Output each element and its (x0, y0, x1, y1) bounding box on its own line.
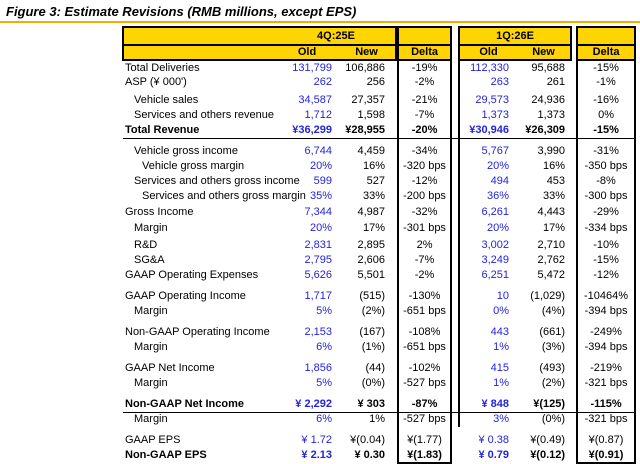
cell-1q-delta: -10464% (577, 289, 635, 304)
cell-1q-old: 443 (459, 325, 517, 340)
cell-4q-new: (0%) (361, 377, 386, 389)
cell-4q-delta: -21% (398, 93, 451, 108)
cell-1q-delta: -115% (577, 397, 635, 412)
cell-gap (451, 433, 459, 448)
cell-label: GAAP Operating Expenses (125, 269, 259, 281)
cell-4q-old: 35% (309, 190, 332, 202)
cell-gap (451, 340, 459, 355)
cell-1q-new: 17% (543, 222, 566, 234)
cell-4q-delta: -7% (398, 253, 451, 268)
table-row (123, 238, 635, 253)
table-row (123, 75, 635, 90)
cell-1q-old: 10 (459, 289, 517, 304)
cell-gap (451, 448, 459, 463)
cell-4q-old: ¥ 2,292 (276, 397, 338, 412)
cell-4q-old: ¥ 1.72 (301, 434, 332, 446)
table-row (123, 174, 635, 189)
cell-4q-delta: -301 bps (398, 221, 451, 236)
cell-label: ASP (¥ 000') (125, 76, 187, 88)
cell-4q-new: (44) (365, 362, 386, 374)
cell-4q-new: 17% (363, 222, 386, 234)
table-row (123, 361, 635, 376)
cell-4q-new: ¥28,955 (338, 123, 396, 138)
cell-1q-new: (3%) (541, 341, 566, 353)
cell-label: Margin (134, 413, 168, 426)
cell-4q-delta: -2% (398, 75, 451, 90)
cell-4q-delta: -320 bps (398, 159, 451, 174)
cell-1q-new: ¥(0.49) (530, 434, 566, 446)
cell-1q-delta: -15% (577, 253, 635, 268)
cell-4q-delta: -651 bps (398, 304, 451, 319)
table-row (123, 412, 635, 427)
cell-4q-old: ¥ 2.13 (301, 449, 332, 461)
cell-4q-old: 2,831 (304, 239, 332, 251)
cell-1q-delta: -31% (577, 144, 635, 159)
cell-1q-new: (493) (539, 362, 566, 374)
cell-4q-new: (2%) (361, 305, 386, 317)
cell-1q-new: (2%) (541, 377, 566, 389)
cell-4q-new: ¥ 0.30 (354, 449, 386, 461)
header-delta-box-top-4q (398, 27, 451, 45)
cell-4q-old: 5% (316, 377, 332, 389)
cell-4q-old: 1,717 (304, 290, 332, 302)
cell-4q-old: 1,856 (304, 362, 332, 374)
table-row (123, 433, 635, 448)
cell-1q-old: 1,373 (459, 108, 517, 123)
cell-4q-delta: -200 bps (398, 189, 451, 204)
cell-4q-delta: -87% (398, 397, 451, 412)
cell-4q-delta: -32% (398, 205, 451, 220)
cell-1q-delta: -249% (577, 325, 635, 340)
cell-label: Services and others revenue (134, 109, 275, 121)
cell-4q-new: 1,598 (357, 109, 386, 121)
cell-label: Non-GAAP Operating Income (125, 326, 270, 338)
cell-1q-old: ¥ 0.79 (478, 449, 510, 461)
table-row (123, 448, 635, 463)
header-label-spacer (123, 45, 276, 60)
cell-label: Margin (134, 377, 168, 389)
cell-1q-delta: -350 bps (577, 159, 635, 174)
cell-gap (451, 123, 459, 138)
cell-4q-old: 5,626 (304, 269, 332, 281)
cell-1q-delta: -10% (577, 238, 635, 253)
cell-label: Vehicle gross income (134, 145, 238, 157)
cell-4q-new: 256 (366, 76, 386, 88)
cell-1q-new: 5,472 (537, 269, 566, 281)
cell-label: Margin (134, 222, 168, 234)
cell-1q-new: (0%) (541, 413, 566, 426)
cell-gap (451, 397, 459, 412)
cell-1q-old: ¥ 848 (459, 397, 517, 412)
cell-4q-old: 34,587 (298, 94, 332, 106)
cell-gap (451, 268, 459, 283)
cell-label: GAAP Net Income (125, 362, 215, 374)
header-col-delta-4q: Delta (398, 45, 451, 60)
table-row (123, 60, 635, 75)
cell-4q-delta: -527 bps (398, 412, 451, 427)
header-gap (451, 27, 459, 45)
cell-4q-delta: -12% (398, 174, 451, 189)
title-rule (0, 21, 640, 23)
cell-1q-old: 29,573 (459, 93, 517, 108)
cell-label: Services and others gross margin (142, 190, 306, 202)
cell-1q-old: 6,251 (459, 268, 517, 283)
cell-1q-old: 1% (459, 340, 517, 355)
cell-label: Total Deliveries (125, 61, 200, 74)
cell-4q-new: 106,886 (345, 61, 386, 74)
cell-gap (451, 304, 459, 319)
cell-label: Non-GAAP Net Income (123, 397, 276, 412)
cell-1q-old: 5,767 (459, 144, 517, 159)
cell-gap (451, 221, 459, 236)
cell-1q-delta: -29% (577, 205, 635, 220)
cell-1q-new: 261 (546, 76, 566, 88)
cell-1q-old: 36% (459, 189, 517, 204)
cell-1q-delta: -394 bps (577, 340, 635, 355)
cell-gap (451, 325, 459, 340)
cell-4q-old: 131,799 (292, 61, 332, 74)
cell-1q-old: 415 (459, 361, 517, 376)
cell-1q-new: (661) (539, 326, 566, 338)
cell-1q-new: 33% (543, 190, 566, 202)
cell-4q-new: ¥ 303 (338, 397, 396, 412)
cell-4q-new: ¥(0.04) (350, 434, 386, 446)
cell-1q-old: 6,261 (459, 205, 517, 220)
cell-1q-delta: -8% (577, 174, 635, 189)
cell-4q-old: 2,153 (304, 326, 332, 338)
cell-4q-old: 20% (309, 160, 332, 172)
cell-1q-new: 16% (543, 160, 566, 172)
cell-1q-delta: ¥(0.87) (577, 433, 635, 448)
cell-4q-delta: -19% (398, 60, 451, 75)
cell-1q-old: ¥ 0.38 (478, 434, 510, 446)
cell-4q-new: (167) (359, 326, 386, 338)
cell-4q-old: 5% (316, 305, 332, 317)
header-col-new-4q: New (338, 45, 396, 60)
cell-1q-new: 95,688 (531, 61, 566, 74)
cell-4q-new: 4,459 (357, 145, 386, 157)
cell-1q-old: 112,330 (459, 60, 517, 75)
cell-1q-new: ¥(125) (517, 397, 571, 412)
cell-4q-old: 6% (316, 341, 332, 353)
cell-label: Gross Income (125, 206, 194, 218)
cell-1q-delta: -334 bps (577, 221, 635, 236)
cell-1q-delta: -321 bps (577, 376, 635, 391)
cell-4q-delta: -20% (398, 123, 451, 138)
header-col-new-1q: New (517, 45, 571, 60)
cell-gap (451, 159, 459, 174)
table-row (123, 304, 635, 319)
cell-4q-delta: 2% (398, 238, 451, 253)
cell-4q-new: 33% (363, 190, 386, 202)
cell-4q-delta: -651 bps (398, 340, 451, 355)
cell-1q-delta: -394 bps (577, 304, 635, 319)
table-row (123, 93, 635, 108)
cell-4q-delta: -108% (398, 325, 451, 340)
cell-label: Vehicle sales (134, 94, 199, 106)
cell-4q-delta: -527 bps (398, 376, 451, 391)
cell-1q-delta: -16% (577, 93, 635, 108)
cell-label: Margin (134, 341, 168, 353)
cell-4q-new: 5,501 (357, 269, 386, 281)
cell-label: SG&A (134, 254, 165, 266)
cell-gap (451, 289, 459, 304)
cell-4q-old: 20% (309, 222, 332, 234)
cell-1q-delta: -219% (577, 361, 635, 376)
cell-4q-old: 7,344 (304, 206, 332, 218)
table-row (123, 108, 635, 123)
cell-4q-old: 2,795 (304, 254, 332, 266)
cell-gap (451, 238, 459, 253)
cell-gap (451, 93, 459, 108)
cell-4q-old: 6,744 (304, 145, 332, 157)
header-group-row (123, 27, 635, 45)
header-group-4q25e-label: 4Q:25E (317, 29, 355, 42)
cell-1q-delta: -321 bps (577, 412, 635, 427)
cell-4q-old: ¥36,299 (276, 123, 338, 138)
cell-1q-new: 3,990 (537, 145, 566, 157)
cell-1q-old: 494 (459, 174, 517, 189)
table-row (123, 268, 635, 283)
cell-1q-new: ¥(0.12) (530, 449, 566, 461)
cell-1q-old: 1% (459, 376, 517, 391)
table-row (123, 159, 635, 174)
cell-1q-old: 3,249 (459, 253, 517, 268)
table-row (123, 376, 635, 391)
cell-gap (451, 174, 459, 189)
cell-4q-new: 1% (369, 413, 386, 426)
table-row (123, 205, 635, 220)
cell-1q-new: 24,936 (531, 94, 566, 106)
cell-1q-old: 20% (459, 221, 517, 236)
cell-4q-delta: -2% (398, 268, 451, 283)
cell-1q-delta: ¥(0.91) (577, 448, 635, 463)
table-row (123, 144, 635, 159)
cell-1q-delta: 0% (577, 108, 635, 123)
cell-4q-new: (1%) (361, 341, 386, 353)
cell-gap (451, 253, 459, 268)
header-group-4q25e (123, 27, 396, 45)
header-col-old-1q: Old (459, 45, 517, 60)
estimates-table (122, 26, 636, 464)
table-row (123, 397, 635, 412)
cell-1q-old: 263 (459, 75, 517, 90)
cell-1q-new: (1,029) (530, 290, 566, 302)
cell-4q-old: 262 (313, 76, 332, 88)
cell-gap (451, 108, 459, 123)
cell-4q-new: 27,357 (351, 94, 386, 106)
header-gap (451, 45, 459, 60)
cell-1q-new: (4%) (541, 305, 566, 317)
cell-4q-delta: -102% (398, 361, 451, 376)
cell-1q-old: ¥30,946 (459, 123, 517, 138)
table-row (123, 123, 635, 138)
cell-gap (451, 60, 459, 75)
cell-1q-new: ¥26,309 (517, 123, 571, 138)
cell-4q-new: (515) (359, 290, 386, 302)
cell-1q-delta: -300 bps (577, 189, 635, 204)
cell-label: GAAP Operating Income (125, 290, 246, 302)
table-row (123, 253, 635, 268)
cell-gap (451, 412, 459, 427)
cell-gap (451, 376, 459, 391)
header-col-delta-1q: Delta (577, 45, 635, 60)
table-row (123, 289, 635, 304)
cell-4q-delta: -34% (398, 144, 451, 159)
cell-4q-new: 2,606 (357, 254, 386, 266)
cell-1q-new: 4,443 (537, 206, 566, 218)
cell-4q-new: 16% (363, 160, 386, 172)
cell-label: Total Revenue (123, 123, 276, 138)
cell-4q-delta: -7% (398, 108, 451, 123)
cell-4q-old: 599 (313, 175, 332, 187)
figure-title: Figure 3: Estimate Revisions (RMB millions, except EPS) (6, 4, 357, 19)
cell-4q-new: 2,895 (357, 239, 386, 251)
cell-1q-old: 0% (459, 304, 517, 319)
cell-label: Non-GAAP EPS (125, 449, 207, 461)
cell-1q-delta: -15% (577, 60, 635, 75)
cell-label: Margin (134, 305, 168, 317)
cell-label: Vehicle gross margin (142, 160, 245, 172)
cell-1q-old: 3,002 (459, 238, 517, 253)
cell-4q-delta: ¥(1.83) (398, 448, 451, 463)
cell-4q-new: 4,987 (357, 206, 386, 218)
cell-4q-old: 1,712 (304, 109, 332, 121)
cell-1q-new: 453 (546, 175, 566, 187)
table-row (123, 221, 635, 236)
header-columns-row (123, 45, 635, 60)
cell-gap (451, 361, 459, 376)
cell-label: GAAP EPS (125, 434, 181, 446)
cell-1q-delta: -15% (577, 123, 635, 138)
cell-gap (451, 75, 459, 90)
cell-1q-old: 3% (459, 412, 517, 427)
cell-gap (451, 189, 459, 204)
cell-4q-new: 527 (366, 175, 386, 187)
cell-gap (451, 144, 459, 159)
header-delta-box-top-1q (577, 27, 635, 45)
cell-4q-delta: ¥(1.77) (398, 433, 451, 448)
cell-4q-delta: -130% (398, 289, 451, 304)
cell-gap (451, 205, 459, 220)
cell-1q-delta: -1% (577, 75, 635, 90)
cell-1q-delta: -12% (577, 268, 635, 283)
cell-label: Services and others gross income (134, 175, 300, 187)
cell-1q-new: 2,710 (537, 239, 566, 251)
table-row (123, 189, 635, 204)
cell-1q-new: 2,762 (537, 254, 566, 266)
header-col-old-4q: Old (276, 45, 338, 60)
cell-label: R&D (134, 239, 158, 251)
cell-1q-new: 1,373 (537, 109, 566, 121)
cell-4q-old: 6% (316, 413, 332, 426)
cell-1q-old: 20% (459, 159, 517, 174)
table-row (123, 340, 635, 355)
header-group-1q26e: 1Q:26E (459, 27, 571, 45)
table-row (123, 325, 635, 340)
